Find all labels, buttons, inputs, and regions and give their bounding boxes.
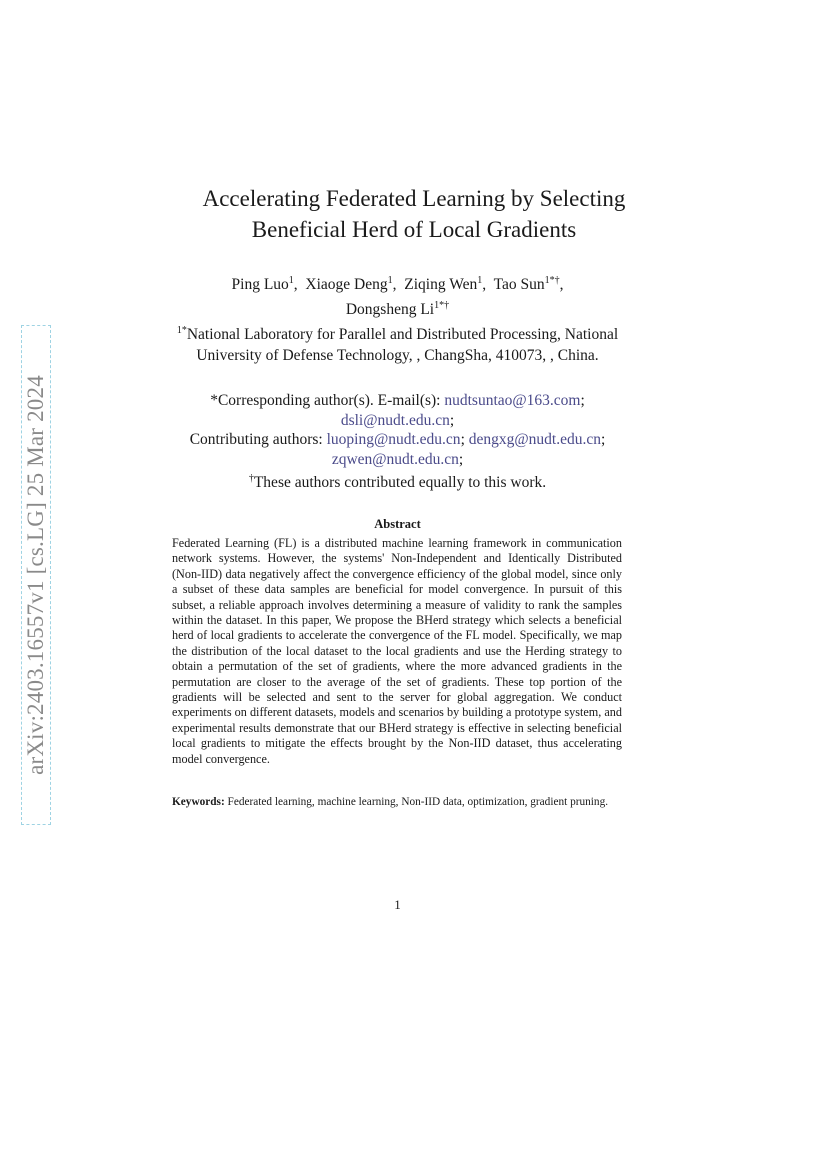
- affiliation-mark: 1*: [176, 325, 187, 336]
- affiliation: [0, 320, 795, 366]
- affiliation-line-1: National Laboratory for Parallel and Distributed Processing, National: [186, 326, 619, 344]
- equal-contribution-note: These authors contributed equally to this work.: [253, 474, 547, 492]
- keywords-text: Federated learning, machine learning, Non-IID data, optimization, gradient pruning.: [224, 796, 609, 808]
- author-list: Ping Luo$^1$, Xiaoge Deng$^1$, Ziqing Wen$^1$, Tao Sun$^{1*\dagger}$, Dongsheng $Li^{1*\dagger}$: [231, 275, 564, 319]
- keywords: [172, 795, 622, 810]
- title-line-2: Beneficial Herd of Local Gradients: [251, 217, 577, 242]
- author-name: Ping Luo: [231, 276, 289, 294]
- email-link[interactable]: dsli@nudt.edu.cn: [340, 411, 450, 429]
- email-link[interactable]: nudtsuntao@163.com: [444, 392, 581, 409]
- author-mark: 1: [288, 275, 294, 286]
- author-name: Tao Sun: [493, 276, 545, 294]
- author-mark: 1: [477, 275, 483, 286]
- email-link[interactable]: luoping@nudt.edu.cn: [326, 431, 461, 448]
- title-line-1: Accelerating Federated Learning by Selecting: [202, 186, 626, 211]
- affiliation-line-2: University of Defense Technology, , ChangSha, 410073, , China.: [196, 347, 599, 365]
- email-link[interactable]: zqwen@nudt.edu.cn: [331, 450, 459, 468]
- equal-contribution-mark: †: [248, 473, 254, 484]
- author-mark: 1*†: [434, 300, 450, 312]
- author-name: Ziqing Wen: [404, 276, 478, 294]
- correspondence-block: *Corresponding author(s). E-mail(s): nudtsuntao@163.com; dsli@nudt.edu.cn; Contributing authors: luoping@nudt.edu.cn; dengxg@nudt.edu.cn; zqwen@nudt.edu.cn; †These authors contributed equally to this work.: [189, 392, 606, 492]
- author-mark: 1*†: [544, 275, 560, 286]
- page-number: 1: [394, 897, 401, 912]
- paper-title: [0, 183, 828, 245]
- keywords-label: Keywords:: [172, 796, 225, 808]
- contributing-label: Contributing authors:: [189, 431, 327, 448]
- abstract-heading: Abstract: [374, 517, 421, 531]
- author-name: Xiaoge Deng: [305, 276, 388, 294]
- arxiv-identifier: arXiv:2403.16557v1 [cs.LG] 25 Mar 2024: [23, 375, 48, 775]
- email-link[interactable]: dengxg@nudt.edu.cn: [468, 431, 601, 448]
- corresponding-label: *Corresponding author(s). E-mail(s):: [210, 392, 445, 409]
- author-name: Dongsheng Li: [345, 301, 435, 319]
- abstract-body: Federated Learning (FL) is a distributed machine learning framework in communication network systems. However, the systems' Non-Independent and Identically Distributed (Non-IID) data negatively affect the convergence efficiency of the global model, since only a subset of these data samples are beneficial for model convergence. In pursuit of this subset, a reliable approach involves determining a measure of validity to rank the samples within the dataset. In this paper, We propose the BHerd strategy which selects a beneficial herd of local gradients to accelerate the convergence of the FL model. Specifically, we map the distribution of the local dataset to the local gradients and use the Herding strategy to obtain a permutation of the set of gradients, where the more advanced gradients in the permutation are closer to the average of the set of gradients. These top portion of the gradients will be selected and sent to the server for global aggregation. We conduct experiments on different datasets, models and scenarios by building a prototype system, and experimental results demonstrate that our BHerd strategy is effective in selecting beneficial local gradients to mitigate the effects brought by the Non-IID dataset, thus accelerating model convergence.: [172, 536, 622, 766]
- author-mark: 1: [387, 275, 393, 286]
